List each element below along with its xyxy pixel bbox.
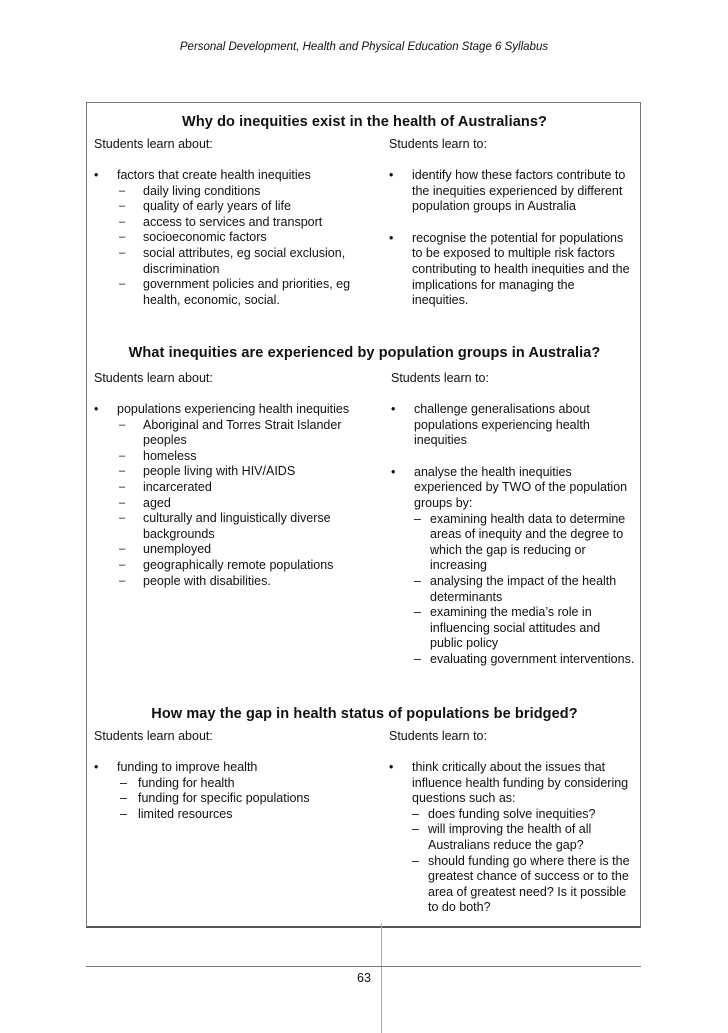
dash-icon: – — [119, 558, 126, 571]
bullet-icon: • — [389, 168, 394, 182]
sub-list-item — [100, 791, 364, 807]
sub-list-item-text: daily living conditions — [143, 183, 261, 198]
sub-list-item — [412, 807, 634, 823]
dash-icon: – — [119, 543, 126, 556]
dash-icon: – — [414, 651, 421, 666]
dash-icon: – — [119, 418, 126, 431]
dash-icon: – — [412, 853, 419, 868]
sub-list-item — [100, 277, 364, 308]
list-item — [391, 465, 636, 668]
bullet-icon: • — [391, 402, 396, 416]
sub-list-item-text: funding for specific populations — [138, 791, 310, 806]
sub-list-item — [100, 807, 364, 823]
sub-list-item — [100, 464, 369, 480]
sub-list-item-text: government policies and priorities, eg health, economic, social. — [143, 277, 351, 307]
dash-icon: – — [119, 200, 126, 213]
learn-to-label: Students learn to: — [391, 371, 489, 385]
list-item — [94, 168, 364, 308]
sub-list-item — [414, 574, 636, 605]
learn-to-list — [389, 168, 634, 309]
sub-list-item — [100, 215, 364, 231]
sub-list-item-text: unemployed — [143, 542, 212, 557]
bullet-icon: • — [389, 230, 394, 245]
sub-list-item — [100, 418, 369, 449]
sub-list-item — [100, 199, 364, 215]
list-item — [391, 402, 636, 449]
learn-to-list — [391, 402, 636, 668]
sub-list-item-text: social attributes, eg social exclusion, discrimination — [143, 245, 346, 276]
section-title: What inequities are experienced by population groups in Australia? — [128, 345, 601, 361]
bullet-icon: • — [94, 760, 99, 774]
learn-about-label: Students learn about: — [94, 371, 213, 385]
bullet-icon: • — [94, 168, 99, 182]
learn-about-label: Students learn about: — [94, 729, 213, 743]
dash-icon: – — [414, 511, 421, 526]
sub-list-item-text: access to services and transport — [143, 214, 323, 229]
list-item-text: identify how these factors contribute to the inequities experienced by different population groups in Australia — [412, 168, 626, 214]
learn-to-list — [389, 760, 634, 916]
dash-icon: – — [119, 512, 126, 525]
list-item-text: recognise the potential for populations to be exposed to multiple risk factors contributing to health inequities and the implications for managing the inequities. — [412, 230, 630, 308]
dash-icon: – — [119, 449, 126, 462]
sub-list-item — [100, 511, 369, 542]
sub-list-item-text: examining health data to determine areas of inequity and the degree to which the gap is reducing or increasing — [430, 511, 626, 573]
bullet-icon: • — [94, 402, 99, 416]
sub-list-item-text: culturally and linguistically diverse backgrounds — [143, 511, 331, 541]
dash-icon: – — [412, 806, 419, 821]
list-item — [94, 760, 364, 822]
sub-list-item-text: aged — [143, 495, 171, 510]
sub-list-item-text: limited resources — [138, 806, 233, 821]
list-item — [389, 760, 634, 916]
list-item-text: think critically about the issues that influence health funding by considering questions such as: — [412, 760, 629, 806]
list-item — [94, 402, 369, 589]
sub-list-item — [100, 480, 369, 496]
sub-list-item — [414, 512, 636, 574]
learn-to-label: Students learn to: — [389, 137, 487, 151]
dash-icon: – — [119, 184, 126, 197]
sub-list-item — [412, 822, 634, 853]
sub-list-item-text: should funding go where there is the greatest chance of success or to the area of greatest need? Is it possible to do both? — [428, 853, 630, 915]
sub-list-item — [100, 574, 369, 590]
dash-icon: – — [119, 215, 126, 228]
dash-icon: – — [120, 791, 127, 806]
learn-about-list — [94, 168, 364, 308]
dash-icon: – — [414, 573, 421, 588]
section-title: How may the gap in health status of populations be bridged? — [151, 706, 578, 722]
sub-list-item-text: Aboriginal and Torres Strait Islander peoples — [143, 417, 342, 448]
learn-to-label: Students learn to: — [389, 729, 487, 743]
list-item — [389, 231, 634, 309]
dash-icon: – — [119, 246, 126, 259]
sub-list-item-text: geographically remote populations — [143, 557, 334, 572]
dash-icon: – — [414, 605, 421, 620]
sub-list-item-text: funding for health — [138, 775, 235, 790]
bullet-icon: • — [391, 464, 396, 479]
sub-list-item-text: quality of early years of life — [143, 199, 291, 214]
sub-list-item — [100, 496, 369, 512]
list-item-text: challenge generalisations about populations experiencing health inequities — [414, 402, 590, 448]
dash-icon: – — [120, 806, 127, 821]
page-header: Personal Development, Health and Physical Education Stage 6 Syllabus — [179, 41, 549, 53]
syllabus-table — [86, 102, 641, 928]
sub-list-item — [100, 246, 364, 277]
dash-icon: – — [412, 822, 419, 837]
list-item-text: funding to improve health — [117, 760, 258, 774]
sub-list-item — [100, 184, 364, 200]
sub-list-item-text: does funding solve inequities? — [428, 806, 596, 821]
sub-list-item — [100, 449, 369, 465]
sub-list-item-text: examining the media’s role in influencing social attitudes and public policy — [430, 605, 601, 651]
sub-list-item-text: will improving the health of all Australians reduce the gap? — [428, 822, 592, 852]
sub-list-item — [414, 605, 636, 652]
sub-list-item — [100, 776, 364, 792]
page-number: 63 — [357, 971, 371, 985]
dash-icon: – — [120, 775, 127, 790]
sub-list-item — [100, 230, 364, 246]
sub-list-item — [100, 542, 369, 558]
sub-list-item-text: homeless — [143, 448, 197, 463]
learn-about-list — [94, 402, 369, 589]
sub-list-item — [414, 652, 636, 668]
dash-icon: – — [119, 574, 126, 587]
sub-list-item-text: evaluating government interventions. — [430, 651, 635, 666]
dash-icon: – — [119, 231, 126, 244]
sub-list-item-text: socioeconomic factors — [143, 230, 267, 245]
learn-about-list — [94, 760, 364, 822]
list-item-text: factors that create health inequities — [117, 168, 311, 182]
list-item — [389, 168, 634, 215]
footer-rule — [86, 966, 641, 967]
sub-list-item — [412, 854, 634, 916]
section-title: Why do inequities exist in the health of Australians? — [182, 114, 547, 130]
dash-icon: – — [119, 496, 126, 509]
dash-icon: – — [119, 278, 126, 291]
sub-list-item-text: people with disabilities. — [143, 573, 271, 588]
sub-list-item — [100, 558, 369, 574]
dash-icon: – — [119, 480, 126, 493]
list-item-text: populations experiencing health inequities — [117, 402, 350, 416]
bullet-icon: • — [389, 760, 394, 774]
sub-list-item-text: people living with HIV/AIDS — [143, 464, 296, 479]
learn-about-label: Students learn about: — [94, 137, 213, 151]
list-item-text: analyse the health inequities experienced by TWO of the population groups by: — [414, 464, 628, 510]
dash-icon: – — [119, 465, 126, 478]
sub-list-item-text: incarcerated — [143, 479, 212, 494]
sub-list-item-text: analysing the impact of the health determinants — [430, 573, 617, 604]
